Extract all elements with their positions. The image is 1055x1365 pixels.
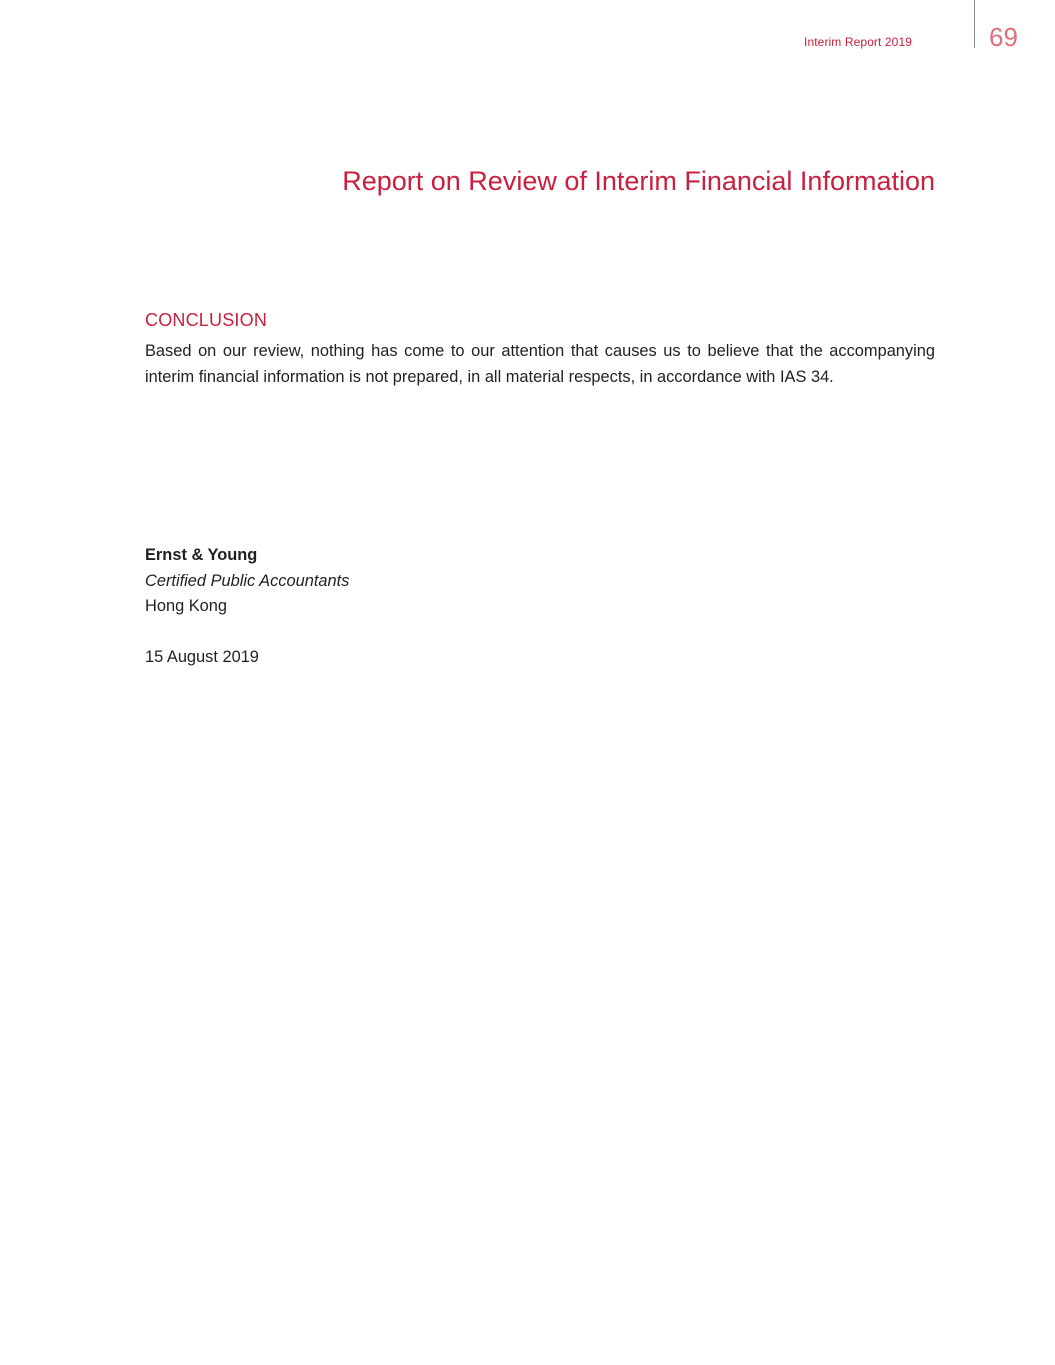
conclusion-paragraph: Based on our review, nothing has come to our attention that causes us to believe that the accompanying interim financial information is not prepared, in all material respects, in accordance with IAS 34. [145,342,935,386]
conclusion-heading: CONCLUSION [145,310,268,330]
firm-title: Certified Public Accountants [145,571,350,590]
page-title: Report on Review of Interim Financial Information [342,166,935,196]
firm-location: Hong Kong [145,597,228,615]
page-header [755,0,1055,60]
report-date: 15 August 2019 [145,648,259,666]
conclusion-section [145,310,935,390]
signature-block [145,543,349,671]
report-label: Interim Report 2019 [804,35,912,49]
firm-name: Ernst & Young [145,546,258,564]
header-divider [974,0,975,48]
page-number: 69 [989,22,1018,52]
